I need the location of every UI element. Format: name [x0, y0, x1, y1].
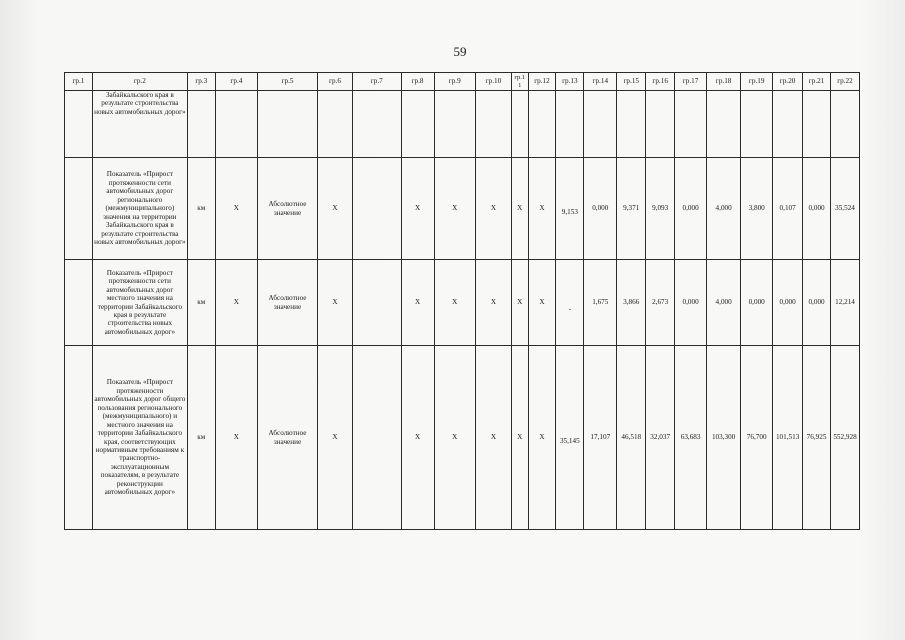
- column-header: гр.16: [646, 73, 675, 91]
- column-header: гр.4: [215, 73, 257, 91]
- column-header: гр.5: [258, 73, 318, 91]
- unit-cell: км: [187, 158, 215, 260]
- value-cell: 2,673: [646, 260, 675, 346]
- table-cell: [353, 260, 402, 346]
- table-cell: X: [401, 260, 434, 346]
- table-row: [65, 91, 860, 158]
- table-cell: X: [317, 158, 352, 260]
- page-number: 59: [453, 44, 467, 59]
- table-cell: X: [528, 346, 556, 530]
- table-cell: [512, 91, 529, 158]
- table-cell: [528, 91, 556, 158]
- table-cell: [401, 91, 434, 158]
- value-cell: 0,000: [803, 260, 831, 346]
- table-cell: X: [528, 158, 556, 260]
- value-cell: 9,371: [617, 158, 646, 260]
- indicator-description: Показатель «Прирост протяженности автомобильных дорог общего пользования регионального (межмуниципального) и местного значения на территории Забайкальского края, соответствующих нормативным требованиям к транспортно-эксплуатационным показателям, в результате реконструкции автомобильных дорог»: [92, 346, 187, 530]
- value-cell: 46,518: [617, 346, 646, 530]
- column-header: гр.14: [584, 73, 617, 91]
- table-cell: [65, 158, 93, 260]
- column-header: гр.1: [65, 73, 93, 91]
- column-header: гр.17: [675, 73, 707, 91]
- table-cell: X: [475, 260, 511, 346]
- value-type-cell: Абсолютное значение: [258, 158, 318, 260]
- table-row: [65, 158, 860, 260]
- table-cell: [773, 91, 803, 158]
- value-cell: 103,300: [707, 346, 741, 530]
- table-cell: X: [317, 346, 352, 530]
- table-cell: [830, 91, 859, 158]
- value-cell: 32,037: [646, 346, 675, 530]
- value-cell: 101,513: [773, 346, 803, 530]
- column-header: гр.13: [556, 73, 584, 91]
- table-cell: X: [401, 346, 434, 530]
- value-cell: 3,866: [617, 260, 646, 346]
- value-cell: 12,214: [830, 260, 859, 346]
- table-cell: [353, 158, 402, 260]
- table-cell: [353, 91, 402, 158]
- unit-cell: км: [187, 346, 215, 530]
- table-cell: [187, 91, 215, 158]
- column-header: гр.7: [353, 73, 402, 91]
- column-header: гр.12: [528, 73, 556, 91]
- table-cell: X: [512, 260, 529, 346]
- table-cell: X: [215, 158, 257, 260]
- value-text: 35,145: [559, 437, 580, 446]
- column-header: гр.6: [317, 73, 352, 91]
- table-cell: X: [401, 158, 434, 260]
- value-cell: 0,000: [675, 158, 707, 260]
- value-cell: [556, 158, 584, 260]
- indicator-description: Забайкальского края в результате строительства новых автомобильных дорог»: [92, 91, 187, 158]
- column-header: гр.9: [434, 73, 475, 91]
- column-header: гр.19: [741, 73, 773, 91]
- table-row: [65, 346, 860, 530]
- value-cell: [556, 346, 584, 530]
- column-header: гр.1 1: [512, 73, 529, 91]
- value-cell: 17,107: [584, 346, 617, 530]
- table-cell: X: [215, 260, 257, 346]
- value-cell: 76,925: [803, 346, 831, 530]
- value-cell: [556, 260, 584, 346]
- table-cell: X: [475, 346, 511, 530]
- table-cell: [675, 91, 707, 158]
- table-cell: [215, 91, 257, 158]
- value-cell: 76,700: [741, 346, 773, 530]
- table-cell: [434, 91, 475, 158]
- column-header: гр.10: [475, 73, 511, 91]
- value-text: -: [568, 305, 572, 314]
- header-row: [65, 73, 860, 91]
- value-cell: 35,524: [830, 158, 859, 260]
- table-cell: [584, 91, 617, 158]
- table-cell: X: [512, 346, 529, 530]
- column-header: гр.22: [830, 73, 859, 91]
- table-cell: X: [528, 260, 556, 346]
- value-cell: 9,093: [646, 158, 675, 260]
- column-header: гр.21: [803, 73, 831, 91]
- table-cell: [317, 91, 352, 158]
- table-cell: [646, 91, 675, 158]
- value-type-cell: Абсолютное значение: [258, 260, 318, 346]
- indicator-description: Показатель «Прирост протяженности сети автомобильных дорог регионального (межмуниципального) значения на территории Забайкальского края в результате строительства новых автомобильных дорог»: [92, 158, 187, 260]
- table-cell: [353, 346, 402, 530]
- value-cell: 0,000: [803, 158, 831, 260]
- value-cell: 1,675: [584, 260, 617, 346]
- value-type-cell: Абсолютное значение: [258, 346, 318, 530]
- value-cell: 4,000: [707, 158, 741, 260]
- table-cell: [475, 91, 511, 158]
- column-header: гр.8: [401, 73, 434, 91]
- value-cell: 3,800: [741, 158, 773, 260]
- table-cell: X: [434, 260, 475, 346]
- unit-cell: км: [187, 260, 215, 346]
- column-header: гр.2: [92, 73, 187, 91]
- column-header: гр.3: [187, 73, 215, 91]
- indicator-description: Показатель «Прирост протяженности сети автомобильных дорог местного значения на территории Забайкальского края в результате строительства новых автомобильных дорог»: [92, 260, 187, 346]
- table-cell: [803, 91, 831, 158]
- table-cell: X: [317, 260, 352, 346]
- value-cell: 63,683: [675, 346, 707, 530]
- data-table: [64, 72, 860, 530]
- value-cell: 4,000: [707, 260, 741, 346]
- table-cell: [707, 91, 741, 158]
- table-cell: X: [434, 158, 475, 260]
- value-cell: 552,928: [830, 346, 859, 530]
- value-text: 9,153: [561, 208, 578, 217]
- value-cell: 0,107: [773, 158, 803, 260]
- table-row: [65, 260, 860, 346]
- column-header: гр.20: [773, 73, 803, 91]
- value-cell: 0,000: [741, 260, 773, 346]
- table-cell: [617, 91, 646, 158]
- value-cell: 0,000: [773, 260, 803, 346]
- table-cell: [741, 91, 773, 158]
- table-cell: X: [434, 346, 475, 530]
- table-cell: X: [512, 158, 529, 260]
- column-header: гр.18: [707, 73, 741, 91]
- column-header: гр.15: [617, 73, 646, 91]
- table-cell: [65, 91, 93, 158]
- value-cell: 0,000: [584, 158, 617, 260]
- table-cell: X: [215, 346, 257, 530]
- table-cell: [65, 346, 93, 530]
- value-cell: 0,000: [675, 260, 707, 346]
- table-cell: [556, 91, 584, 158]
- table-cell: X: [475, 158, 511, 260]
- table-cell: [258, 91, 318, 158]
- table-cell: [65, 260, 93, 346]
